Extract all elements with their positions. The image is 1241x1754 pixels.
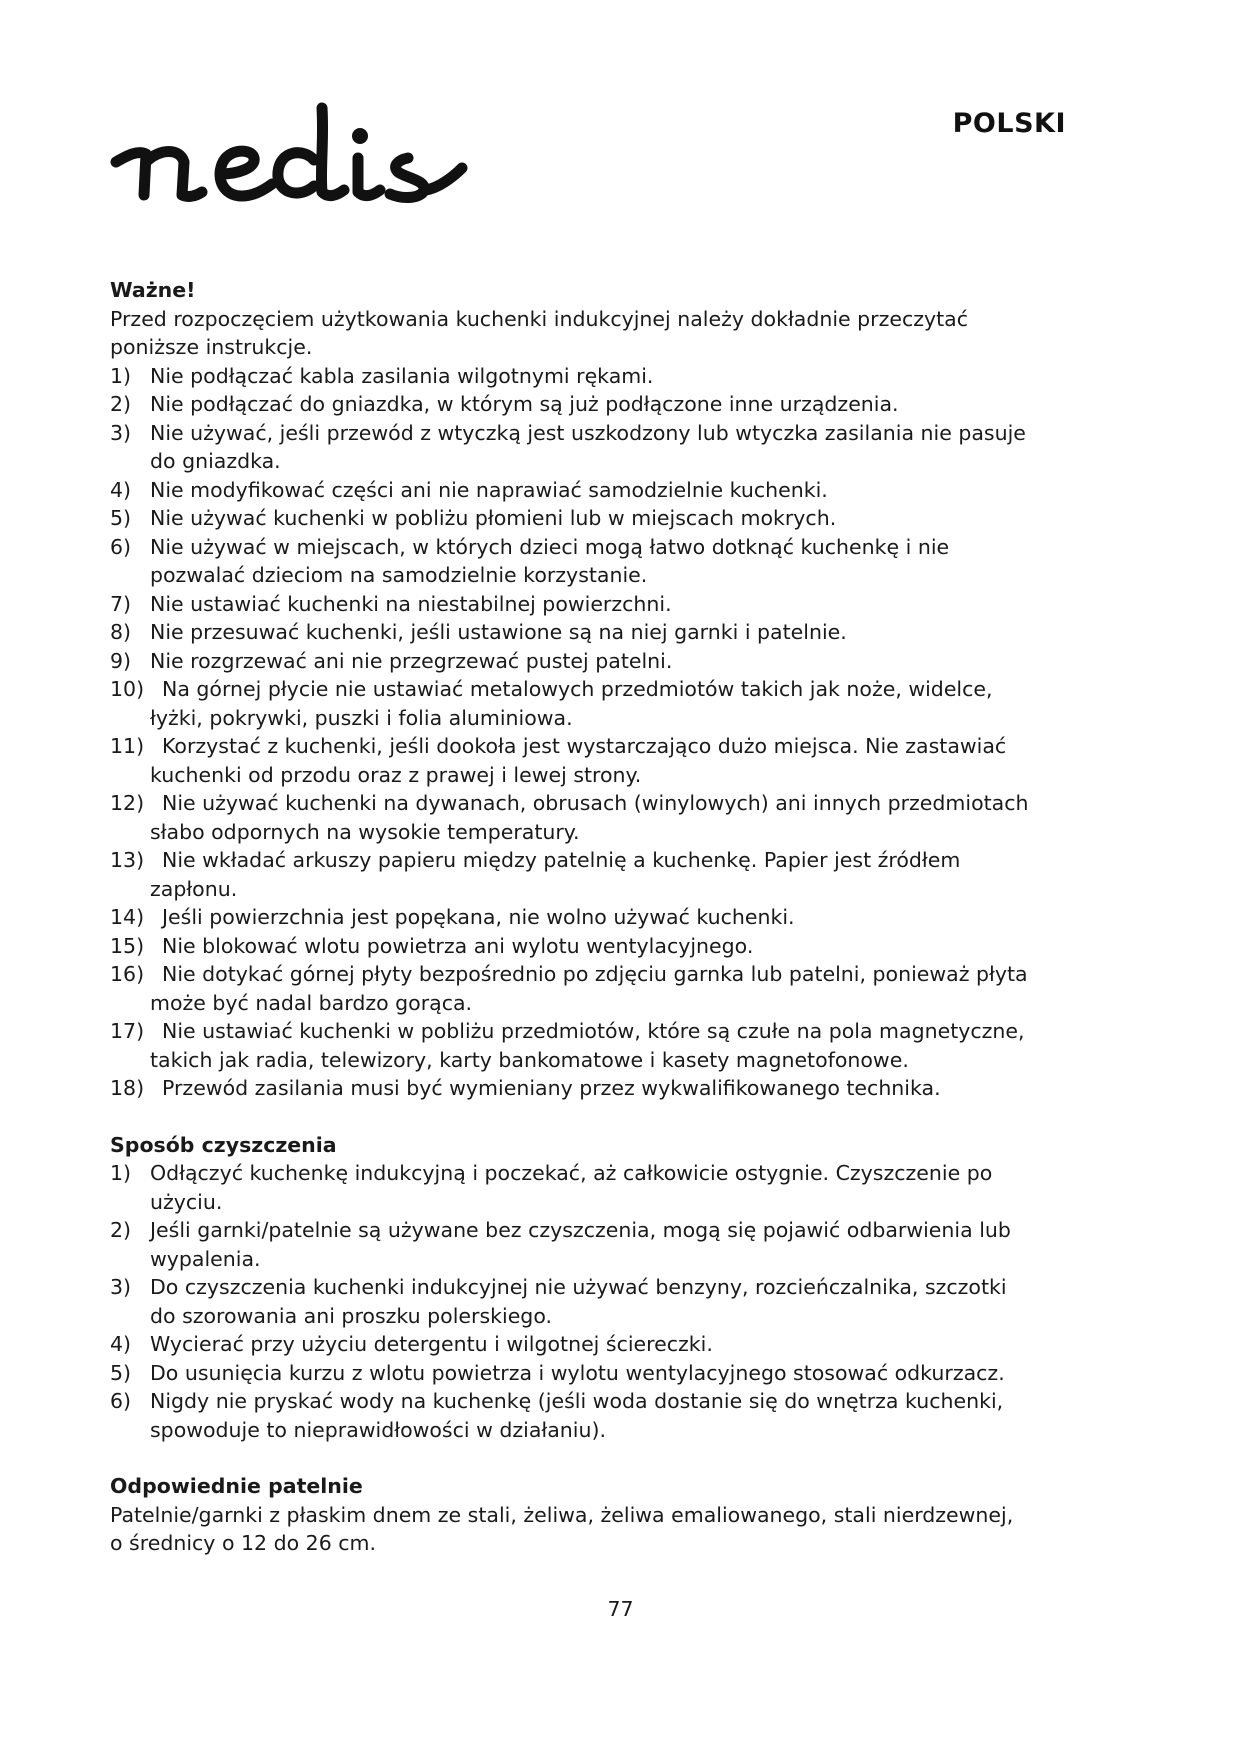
list-item-number: 4) [110, 1332, 132, 1356]
list-item-text: Nie dotykać górnej płyty bezpośrednio po zdjęciu garnka lub patelni, ponieważ płyta może być nadal bardzo gorąca. [150, 962, 1028, 1015]
list-item-number: 9) [110, 648, 132, 673]
list-item-number: 13) [110, 848, 145, 872]
list-item-text: Nie ustawiać kuchenki w pobliżu przedmiotów, które są czułe na pola magnetyczne, takich jak radia, telewizory, karty bankomatowe i kasety magnetofonowe. [150, 1019, 1025, 1072]
list-item-text: Jeśli garnki/patelnie są używane bez czyszczenia, mogą się pojawić odbarwienia lub wypalenia. [150, 1218, 1011, 1271]
list-item [110, 590, 1030, 619]
list-item-text: Jeśli powierzchnia jest popękana, nie wolno używać kuchenki. [162, 905, 795, 929]
list-item-number: 14) [110, 905, 145, 929]
list-item-number: 17) [110, 1019, 145, 1043]
list-item-number: 11) [110, 734, 145, 758]
list-item [110, 1074, 1030, 1103]
list-item [110, 1216, 1030, 1273]
list-item [110, 647, 1030, 676]
list-item-number: 6) [110, 534, 132, 559]
list-item-text: Nie rozgrzewać ani nie przegrzewać pustej patelni. [150, 648, 673, 673]
list-item [110, 675, 1030, 732]
page-number: 77 [607, 1597, 634, 1621]
list-item-number: 2) [110, 1218, 132, 1242]
document-body [110, 276, 1030, 1558]
list-item-text: Przewód zasilania musi być wymieniany przez wykwalifikowanego technika. [162, 1076, 941, 1100]
language-label: POLSKI [952, 108, 1066, 139]
list-item [110, 1387, 1030, 1444]
list-item-number: 5) [110, 506, 132, 530]
list-item-text: Nie używać kuchenki w pobliżu płomieni lub w miejscach mokrych. [150, 506, 837, 530]
list-item-text: Do usunięcia kurzu z wlotu powietrza i wylotu wentylacyjnego stosować odkurzacz. [150, 1360, 1005, 1385]
list-item [110, 533, 1030, 590]
list-item [110, 476, 1030, 505]
list-item-text: Nie przesuwać kuchenki, jeśli ustawione są na niej garnki i patelnie. [150, 620, 847, 644]
list-item-number: 16) [110, 962, 145, 986]
list-item-number: 15) [110, 933, 145, 958]
list-item-text: Nie modyfikować części ani nie naprawiać samodzielnie kuchenki. [150, 477, 828, 502]
list-item [110, 1159, 1030, 1216]
list-item [110, 1359, 1030, 1388]
list-item-number: 3) [110, 420, 132, 445]
list-item [110, 846, 1030, 903]
pans-title: Odpowiednie patelnie [110, 1474, 363, 1498]
list-item-text: Nie podłączać kabla zasilania wilgotnymi rękami. [150, 363, 654, 388]
list-item-number: 5) [110, 1360, 132, 1385]
list-item [110, 732, 1030, 789]
list-item [110, 362, 1030, 391]
list-item-number: 1) [110, 363, 132, 388]
list-item-number: 7) [110, 591, 132, 616]
list-item [110, 960, 1030, 1017]
list-item-number: 10) [110, 677, 145, 701]
list-item-number: 3) [110, 1275, 132, 1299]
important-intro: Przed rozpoczęciem użytkowania kuchenki indukcyjnej należy dokładnie przeczytać poniższe instrukcje. [110, 306, 969, 359]
list-item-number: 12) [110, 791, 145, 815]
list-item [110, 390, 1030, 419]
list-item-text: Nie używać w miejscach, w których dzieci mogą łatwo dotknąć kuchenkę i nie pozwalać dzieciom na samodzielnie korzystanie. [150, 534, 950, 587]
list-item-text: Nie blokować wlotu powietrza ani wylotu wentylacyjnego. [162, 933, 754, 958]
list-item [110, 618, 1030, 647]
list-item-number: 1) [110, 1161, 132, 1185]
list-item [110, 419, 1030, 476]
list-item-number: 4) [110, 477, 132, 502]
list-item-text: Nie podłączać do gniazdka, w którym są już podłączone inne urządzenia. [150, 392, 899, 416]
list-item-text: Nie wkładać arkuszy papieru między patelnię a kuchenkę. Papier jest źródłem zapłonu. [150, 848, 961, 901]
list-item-text: Nie ustawiać kuchenki na niestabilnej powierzchni. [150, 591, 672, 616]
list-item-text: Odłączyć kuchenkę indukcyjną i poczekać, aż całkowicie ostygnie. Czyszczenie po użyciu. [150, 1161, 993, 1214]
list-item [110, 1017, 1030, 1074]
nedis-logo [108, 100, 488, 220]
list-item [110, 504, 1030, 533]
list-item-text: Korzystać z kuchenki, jeśli dookoła jest wystarczająco dużo miejsca. Nie zastawiać kuchenki od przodu oraz z prawej i lewej strony. [150, 734, 1007, 787]
list-item-number: 6) [110, 1389, 132, 1413]
important-list [110, 362, 1030, 1103]
list-item [110, 903, 1030, 932]
list-item [110, 932, 1030, 961]
list-item-text: Nie używać kuchenki na dywanach, obrusach (winylowych) ani innych przedmiotach słabo odpornych na wysokie temperatury. [150, 791, 1029, 844]
list-item-number: 8) [110, 620, 132, 644]
list-item-number: 18) [110, 1076, 145, 1100]
list-item [110, 789, 1030, 846]
list-item [110, 1330, 1030, 1359]
list-item [110, 1273, 1030, 1330]
list-item-number: 2) [110, 392, 132, 416]
list-item-text: Na górnej płycie nie ustawiać metalowych przedmiotów takich jak noże, widelce, łyżki, pokrywki, puszki i folia aluminiowa. [150, 677, 993, 730]
pans-text: Patelnie/garnki z płaskim dnem ze stali, żeliwa, żeliwa emaliowanego, stali nierdzewnej, o średnicy o 12 do 26 cm. [110, 1502, 1014, 1555]
list-item-text: Nigdy nie pryskać wody na kuchenkę (jeśli woda dostanie się do wnętrza kuchenki, spowoduje to nieprawidłowości w działaniu). [150, 1389, 1004, 1442]
cleaning-list [110, 1159, 1030, 1444]
list-item-text: Nie używać, jeśli przewód z wtyczką jest uszkodzony lub wtyczka zasilania nie pasuje do gniazdka. [150, 420, 1026, 473]
list-item-text: Do czyszczenia kuchenki indukcyjnej nie używać benzyny, rozcieńczalnika, szczotki do szorowania ani proszku polerskiego. [150, 1275, 1007, 1328]
important-title: Ważne! [110, 278, 196, 302]
cleaning-title: Sposób czyszczenia [110, 1132, 337, 1157]
nedis-logo-graphic [108, 100, 488, 220]
list-item-text: Wycierać przy użyciu detergentu i wilgotnej ściereczki. [150, 1332, 713, 1356]
